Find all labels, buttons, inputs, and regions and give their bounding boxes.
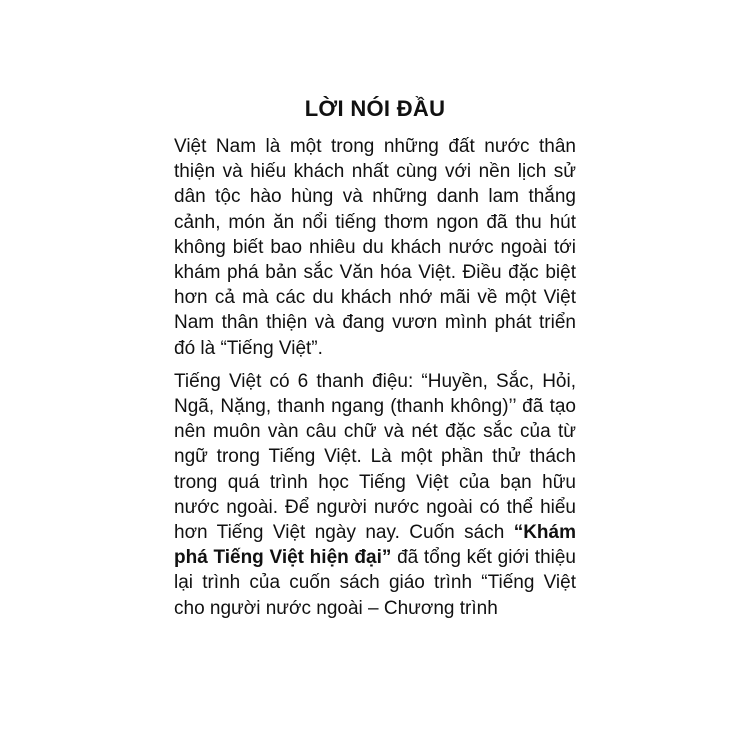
paragraph-tones-text-start: Tiếng Việt có 6 thanh điệu: “Huyền, Sắc, Hỏi, Ngã, Nặng, thanh ngang (thanh không)’’ đã tạo nên muôn vàn câu chữ và nét đặc sắc của từ ngữ trong Tiếng Việt. Là một phần thử thách trong quá trình học Tiếng Việt của bạn hữu nước ngoài. Để người nước ngoài có thể hiểu hơn Tiếng Việt ngày nay. Cuốn sách (174, 370, 576, 544)
page-title: LỜI NÓI ĐẦU (304, 96, 446, 121)
paragraph-tones-text-end: đã tổng kết giới thiệu lại trình của cuốn sách giáo trình “Tiếng Việt cho người nước ngoài – Chương trình (174, 547, 576, 619)
paragraph-tones (174, 369, 576, 621)
paragraph-intro: Việt Nam là một trong những đất nước thân thiện và hiếu khách nhất cùng với nền lịch sử dân tộc hào hùng và những danh lam thắng cảnh, món ăn nổi tiếng thơm ngon đã thu hút không biết bao nhiêu du khách nước ngoài tới khám phá bản sắc Văn hóa Việt. Điều đặc biệt hơn cả mà các du khách nhớ mãi về một Việt Nam thân thiện và đang vươn mình phát triển đó là “Tiếng Việt”. (174, 136, 576, 359)
page-content (174, 95, 576, 621)
book-title-bold: “Khám phá Tiếng Việt hiện đại” (174, 522, 576, 569)
